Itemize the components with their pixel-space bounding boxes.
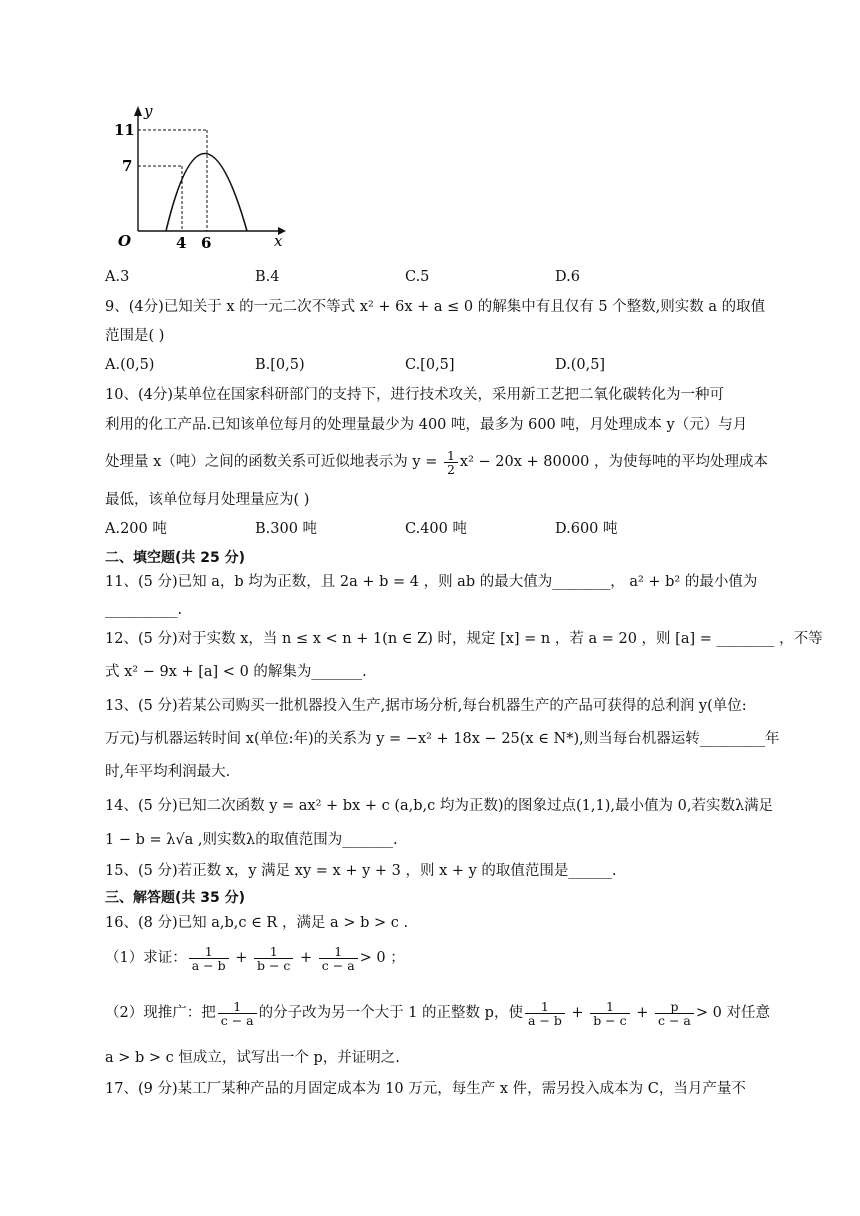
origin-label: O [118,232,132,250]
fraction-bc-2-num: 1 [590,1000,629,1014]
fraction-half-num: 1 [444,449,458,463]
fraction-ca-2 [218,1000,257,1027]
q16-part2-pre: （2）现推广：把 [105,1005,216,1021]
q10-line2: 利用的化工产品.已知该单位每月的处理量最少为 400 吨，最多为 600 吨，月处理成本 y（元）与月 [105,417,748,433]
fraction-bc-num: 1 [254,945,293,959]
q12-line1: 12、(5 分)对于实数 x，当 n ≤ x < n + 1(n ∈ Z) 时，规定 [x] = n ，若 a = 20 ，则 [a] = ________ ，不等 [105,631,823,647]
q8-option-b: B.4 [255,269,280,285]
q9-option-d: D.(0,5] [555,357,606,373]
q10-line3-pre: 处理量 x（吨）之间的函数关系可近似地表示为 y = [105,454,442,470]
q14-line1: 14、(5 分)已知二次函数 y = ax² + bx + c (a,b,c 均为正数)的图象过点(1,1),最小值为 0,若实数λ满足 [105,798,774,814]
q16-part1-post: > 0 ； [359,950,405,966]
q10-line3 [105,446,768,478]
q9-option-b: B.[0,5) [255,357,305,373]
q10-option-a: A.200 吨 [105,521,167,537]
q16-part1-pre: （1）求证： [105,950,187,966]
fraction-bc-2 [590,1000,629,1027]
fraction-ab-2 [525,1000,565,1027]
q16-line1: 16、(8 分)已知 a,b,c ∈ R ，满足 a > b > c . [105,915,409,931]
y-axis-arrow [134,106,142,116]
fraction-ab [189,945,229,972]
q12-line2: 式 x² − 9x + [a] < 0 的解集为_______. [105,664,367,680]
q16-line4: a > b > c 恒成立，试写出一个 p，并证明之. [105,1050,400,1066]
q9-line1: 9、(4分)已知关于 x 的一元二次不等式 x² + 6x + a ≤ 0 的解集中有且仅有 5 个整数,则实数 a 的取值 [105,299,766,315]
y-tick-7: 7 [122,157,133,175]
fraction-ab-2-den: a − b [527,1012,562,1028]
fraction-half-den: 2 [446,461,455,477]
q13-line2: 万元)与机器运转时间 x(单位:年)的关系为 y = −x² + 18x − 25(x ∈ N*),则当每台机器运转_________年 [105,731,780,747]
section-3-title: 三、解答题(共 35 分) [105,890,246,906]
x-tick-4: 4 [176,234,187,252]
x-tick-6: 6 [201,234,212,252]
q17-line1: 17、(9 分)某工厂某种产品的月固定成本为 10 万元，每生产 x 件，需另投入成本为 C，当月产量不 [105,1081,746,1097]
q16-part2: （2）现推广：把 $\frac{1}{c - a}$ 的分子改为另一个大于 1 的正整数 p，使 $\frac{1}{a - b}$ + $\frac{1}{b - c}$ + $\frac{p}{c - a}$ > 0 对任意 [105,998,770,1028]
y-axis-label: y [144,102,153,120]
fraction-ab-num: 1 [189,945,229,959]
parabola-figure [100,96,300,256]
q8-option-a: A.3 [105,269,130,285]
fraction-half [444,449,458,476]
q13-line3: 时,年平均利润最大. [105,764,231,780]
q11-line2: __________. [105,602,183,618]
q8-option-d: D.6 [555,269,580,285]
fraction-ca-num: 1 [319,945,358,959]
fraction-ca-2-num: 1 [218,1000,257,1014]
q15-line1: 15、(5 分)若正数 x，y 满足 xy = x + y + 3 ，则 x + y 的取值范围是______. [105,863,617,879]
fraction-ca [319,945,358,972]
x-axis-label: x [274,232,283,250]
q10-line4: 最低，该单位每月处理量应为( ) [105,492,310,508]
fraction-pca [655,1000,694,1027]
fraction-ca-den: c − a [321,957,355,973]
q10-option-d: D.600 吨 [555,521,618,537]
fraction-bc-2-den: b − c [593,1012,627,1028]
section-2-title: 二、填空题(共 25 分) [105,550,246,566]
q16-part2-post: > 0 对任意 [695,1005,770,1021]
fraction-ca-2-den: c − a [220,1012,254,1028]
y-tick-11: 11 [114,121,135,139]
fraction-bc-den: b − c [256,957,291,973]
q10-option-c: C.400 吨 [405,521,467,537]
fraction-bc [254,945,293,972]
fraction-ab-2-num: 1 [525,1000,565,1014]
q8-option-c: C.5 [405,269,430,285]
q10-line1: 10、(4分)某单位在国家科研部门的支持下，进行技术攻关，采用新工艺把二氧化碳转化为一种可 [105,387,724,403]
q16-part2-mid: 的分子改为另一个大于 1 的正整数 p，使 [258,1005,523,1021]
q9-option-c: C.[0,5] [405,357,455,373]
fraction-pca-den: c − a [658,1012,691,1028]
q16-part1: （1）求证： $\frac{1}{a - b}$ + $\frac{1}{b - c}$ + $\frac{1}{c - a}$ > 0 ； [105,943,405,973]
fraction-pca-num: p [655,1000,694,1014]
q13-line1: 13、(5 分)若某公司购买一批机器投入生产,据市场分析,每台机器生产的产品可获得的总利润 y(单位: [105,698,747,714]
q10-option-b: B.300 吨 [255,521,318,537]
q10-line3-post: x² − 20x + 80000 ，为使每吨的平均处理成本 [459,454,769,470]
q11-line1: 11、(5 分)已知 a，b 均为正数，且 2a + b = 4 ，则 ab 的最大值为________， a² + b² 的最小值为 [105,574,758,590]
q9-option-a: A.(0,5) [105,357,155,373]
q9-line2: 范围是( ) [105,328,165,344]
q14-line2: 1 − b = λ√a ,则实数λ的取值范围为_______. [105,832,398,848]
fraction-ab-den: a − b [191,957,226,973]
